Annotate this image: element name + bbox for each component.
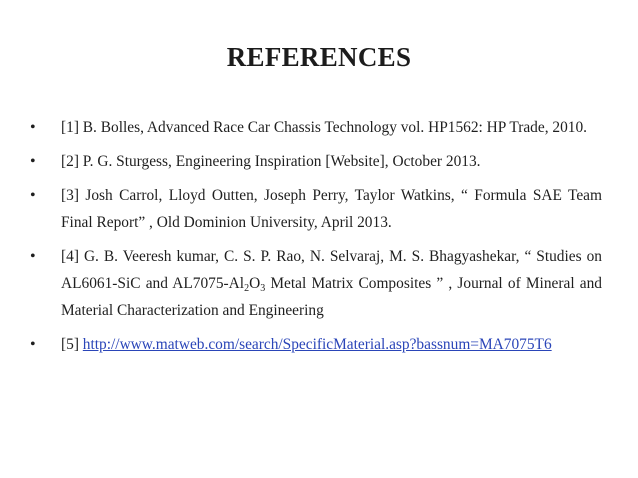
reference-item-5 (30, 331, 602, 358)
reference-text-part: [4] G. B. Veeresh kumar, C. S. P. Rao, N. Selvaraj, M. S. Bhagyashekar, “ Studies on AL6061-SiC and AL7075-Al (61, 248, 602, 292)
reference-item-4 (30, 243, 602, 324)
slide-title: REFERENCES (226, 42, 412, 72)
bullet-icon: • (30, 336, 36, 353)
reference-item-2 (30, 148, 602, 175)
reference-item-3 (30, 182, 602, 236)
reference-list (30, 114, 602, 365)
reference-link[interactable]: http://www.matweb.com/search/SpecificMaterial.asp?bassnum=MA7075T6 (82, 336, 552, 353)
reference-text: [3] Josh Carrol, Lloyd Outten, Joseph Perry, Taylor Watkins, “ Formula SAE Team Final Report” , Old Dominion University, April 2013. (61, 187, 602, 231)
reference-text: [2] P. G. Sturgess, Engineering Inspiration [Website], October 2013. (61, 153, 481, 170)
subscript: 2 (244, 283, 250, 294)
bullet-icon: • (30, 248, 36, 265)
bullet-icon: • (30, 187, 36, 204)
reference-text: [1] B. Bolles, Advanced Race Car Chassis Technology vol. HP1562: HP Trade, 2010. (61, 119, 588, 136)
reference-text-part: [5] (61, 336, 83, 353)
reference-text-part: O (249, 275, 261, 292)
subscript: 3 (260, 283, 266, 294)
bullet-icon: • (30, 119, 36, 136)
reference-text-part: Metal Matrix Composites ” , Journal of Mineral and Material Characterization and Engineering (61, 275, 602, 319)
bullet-icon: • (30, 153, 36, 170)
reference-item-1 (30, 114, 602, 141)
